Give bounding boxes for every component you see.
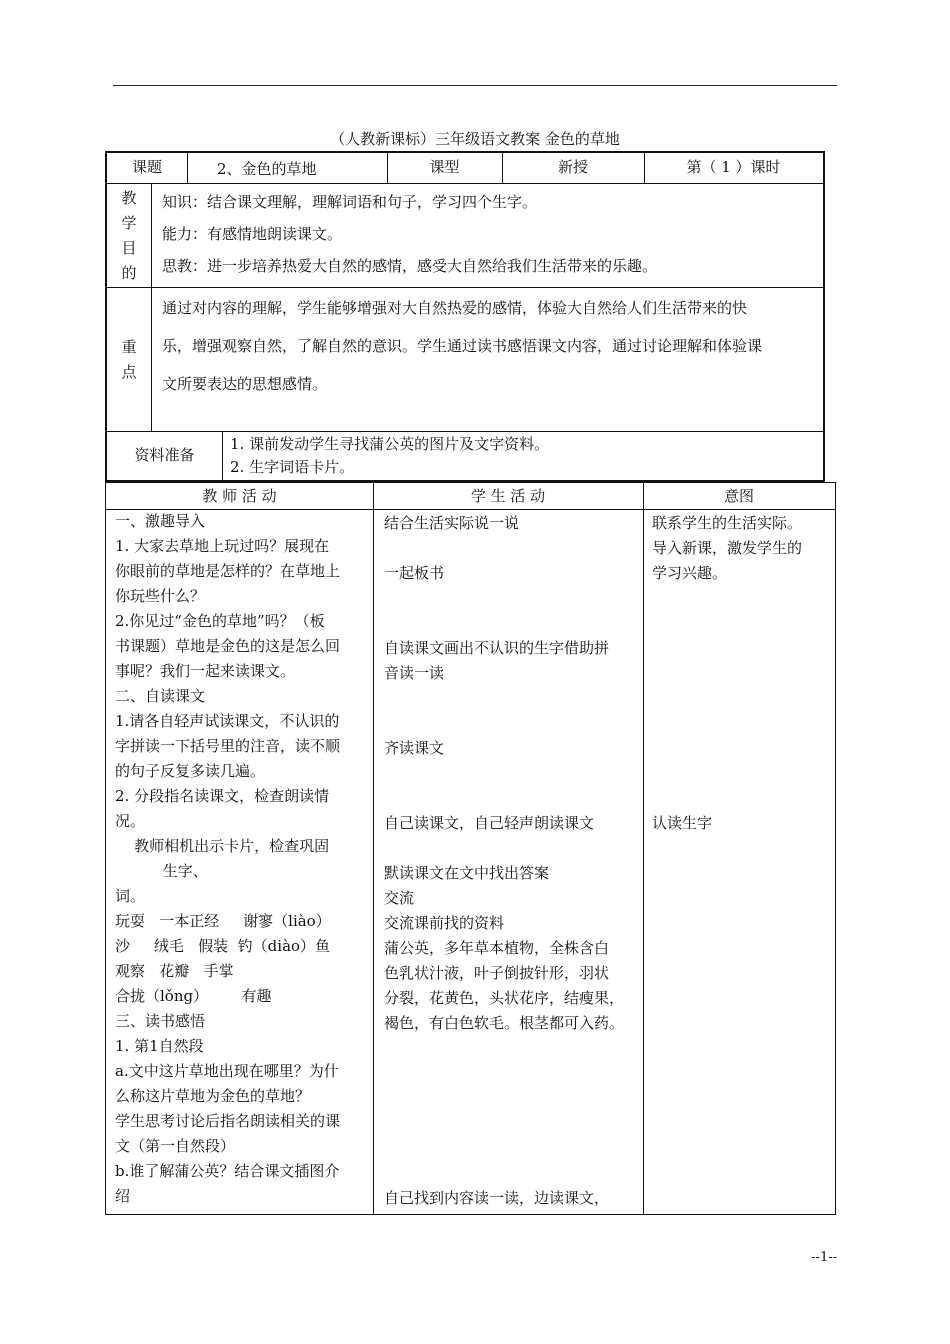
purpose-line: 联系学生的生活实际。 <box>652 514 803 532</box>
row-divider <box>107 287 823 288</box>
document-title: （人教新课标）三年级语文教案 金色的草地 <box>330 130 620 148</box>
purpose-line <box>652 661 837 686</box>
student-line <box>384 1161 642 1186</box>
teacher-line: 教师相机出示卡片，检查巩固 <box>115 837 330 855</box>
student-line <box>384 1036 642 1061</box>
lesson-info-table <box>105 151 825 482</box>
student-line <box>384 1061 642 1086</box>
teacher-line: 的句子反复多读几遍。 <box>115 762 266 780</box>
col-divider <box>222 431 223 480</box>
student-line: 结合生活实际说一说 <box>384 514 520 532</box>
teacher-line: 玩耍 一本正经 谢寥（liào） <box>115 912 331 930</box>
row-divider <box>107 183 823 184</box>
col-divider <box>187 153 188 183</box>
teacher-line: b.谁了解蒲公英？结合课文插图介 <box>115 1162 340 1180</box>
teacher-line: 2. 分段指名读课文，检查朗读情 <box>115 787 330 805</box>
student-line: 自己找到内容读一读，边读课文， <box>384 1189 610 1207</box>
header-purpose: 意图 <box>723 487 754 505</box>
teacher-line: 合拢（lǒng） 有趣 <box>115 987 272 1005</box>
goal-line: 能力：有感情地朗读课文。 <box>162 225 343 243</box>
purpose-line <box>652 736 837 761</box>
student-line <box>384 1136 642 1161</box>
label-type: 课型 <box>429 158 460 176</box>
materials-content <box>230 433 549 479</box>
teacher-line: 1.请各自轻声试读课文，不认识的 <box>115 712 340 730</box>
row-divider <box>107 431 823 432</box>
focus-line: 乐，增强观察自然，了解自然的意识。学生通过读书感悟课文内容，通过讨论理解和体验课 <box>162 337 763 355</box>
teacher-line: 么称这片草地为金色的草地？ <box>115 1087 311 1105</box>
label-lesson: 课题 <box>131 158 162 176</box>
teacher-line: 沙 绒毛 假装 钓（diào）鱼 <box>115 937 331 955</box>
focus-content <box>162 289 822 403</box>
student-line <box>384 836 642 861</box>
lesson-type: 新授 <box>557 158 588 176</box>
col-divider <box>643 483 644 1214</box>
teacher-activities <box>115 509 371 1209</box>
activities-table <box>105 482 836 1215</box>
purpose-line <box>652 761 837 786</box>
student-line <box>384 786 642 811</box>
lesson-name: 2、金色的草地 <box>217 160 317 178</box>
student-line: 自读课文画出不认识的生字借助拼 <box>384 639 610 657</box>
teacher-line: 生字、 <box>115 862 208 880</box>
goal-line: 思教：进一步培养热爱大自然的感情，感受大自然给我们生活带来的乐趣。 <box>162 257 658 275</box>
purpose-line <box>652 786 837 811</box>
student-line: 色乳状汁液，叶子倒披针形，羽状 <box>384 964 610 982</box>
student-line: 交流 <box>384 889 415 907</box>
teacher-line: 学生思考讨论后指名朗读相关的课 <box>115 1112 341 1130</box>
lesson-period: 第（ 1 ）课时 <box>686 158 781 176</box>
purpose-line <box>652 711 837 736</box>
student-line <box>384 686 642 711</box>
student-line <box>384 711 642 736</box>
purpose-line <box>652 686 837 711</box>
teacher-line: 文（第一自然段） <box>115 1137 236 1155</box>
student-line: 交流课前找的资料 <box>384 914 505 932</box>
student-line <box>384 1086 642 1111</box>
purpose-line: 认读生字 <box>652 814 713 832</box>
student-line: 一起板书 <box>384 564 445 582</box>
focus-line: 通过对内容的理解，学生能够增强对大自然热爱的感情，体验大自然给人们生活带来的快 <box>162 299 748 317</box>
student-line: 褐色，有白色软毛。根茎都可入药。 <box>384 1014 625 1032</box>
teacher-line: 你玩些什么？ <box>115 587 206 605</box>
student-activities <box>384 511 642 1211</box>
purpose-line: 导入新课，激发学生的 <box>652 539 803 557</box>
teacher-line: 观察 花瓣 手掌 <box>115 962 234 980</box>
teacher-line: 况。 <box>115 812 146 830</box>
focus-line: 文所要表达的思想感情。 <box>162 375 328 393</box>
student-line <box>384 611 642 636</box>
col-divider <box>373 483 374 1214</box>
purpose-line <box>652 611 837 636</box>
purpose-notes <box>652 511 837 836</box>
material-line: 2. 生字词语卡片。 <box>230 458 355 476</box>
page-number: --1-- <box>811 1250 837 1265</box>
teacher-line: 书课题）草地是金色的这是怎么回 <box>115 637 341 655</box>
col-divider <box>151 183 152 431</box>
focus-label: 重 点 <box>121 338 137 381</box>
header-rule <box>113 85 837 86</box>
student-line: 自己读课文，自己轻声朗读课文 <box>384 814 595 832</box>
teacher-line: 一、激趣导入 <box>115 512 206 530</box>
header-teacher: 教 师 活 动 <box>202 487 277 505</box>
materials-label: 资料准备 <box>134 446 195 464</box>
student-line: 分裂，花黄色，头状花序，结瘦果， <box>384 989 625 1007</box>
goal-line: 知识：结合课文理解，理解词语和句子，学习四个生字。 <box>162 193 538 211</box>
teacher-line: 三、读书感悟 <box>115 1012 206 1030</box>
student-line: 蒲公英，多年草本植物，全株含白 <box>384 939 610 957</box>
teacher-line: 绍 <box>115 1187 131 1205</box>
student-line <box>384 586 642 611</box>
purpose-line <box>652 636 837 661</box>
goals-label: 教 学 目 的 <box>121 189 137 282</box>
purpose-line: 学习兴趣。 <box>652 564 728 582</box>
teacher-line: 事呢？我们一起来读课文。 <box>115 662 296 680</box>
student-line: 默读课文在文中找出答案 <box>384 864 550 882</box>
student-line <box>384 1111 642 1136</box>
teacher-line: 你眼前的草地是怎样的？在草地上 <box>115 562 341 580</box>
goals-content <box>162 186 657 282</box>
teacher-line: 1. 第1自然段 <box>115 1037 204 1055</box>
student-line: 齐读课文 <box>384 739 445 757</box>
purpose-line <box>652 586 837 611</box>
teacher-line: 词。 <box>115 887 146 905</box>
teacher-line: 1. 大家去草地上玩过吗？展现在 <box>115 537 330 555</box>
student-line: 音读一读 <box>384 664 445 682</box>
header-student: 学 生 活 动 <box>470 487 546 505</box>
student-line <box>384 536 642 561</box>
student-line <box>384 761 642 786</box>
teacher-line: a.文中这片草地出现在哪里？为什 <box>115 1062 339 1080</box>
teacher-line: 二、自读课文 <box>115 687 206 705</box>
teacher-line: 字拼读一下括号里的注音，读不顺 <box>115 737 341 755</box>
material-line: 1. 课前发动学生寻找蒲公英的图片及文字资料。 <box>230 435 550 453</box>
teacher-line: 2.你见过“金色的草地”吗？（板 <box>115 612 325 630</box>
